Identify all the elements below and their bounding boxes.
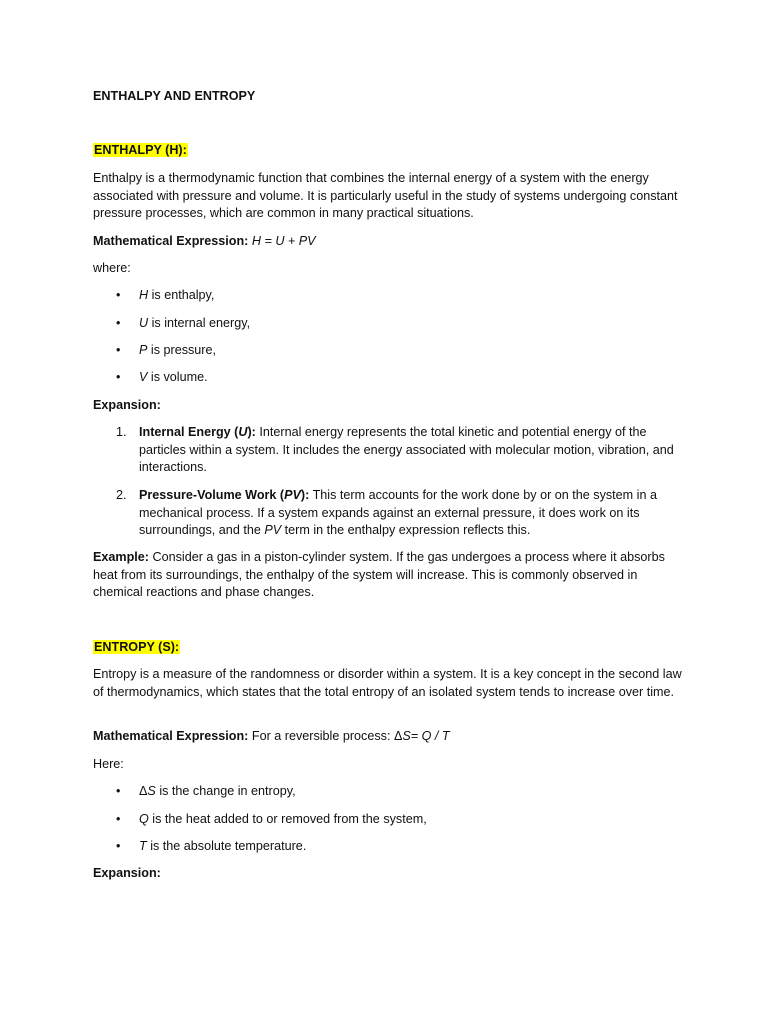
item-text: Pressure-Volume Work (PV): This term accounts for the work done by or on the system in a mechanical process. If a system expands against an external pressure, it does work on its surroundings, and the PV term in the enthalpy expression reflects this. bbox=[139, 488, 657, 538]
enthalpy-math-expression: Mathematical Expression: H = U + PV bbox=[93, 234, 316, 248]
entropy-here-label: Here: bbox=[93, 757, 124, 771]
entropy-math-expression: Mathematical Expression: For a reversible process: ΔS= Q / T bbox=[93, 729, 450, 743]
enthalpy-intro: Enthalpy is a thermodynamic function that combines the internal energy of a system with the energy associated with pressure and volume. It is particularly useful in the study of systems undergoing constant pressure processes, which are common in many practical situations. bbox=[93, 171, 678, 221]
item-number: 1. bbox=[116, 425, 127, 439]
enthalpy-where-label: where: bbox=[93, 261, 131, 275]
document-page: ENTHALPY AND ENTROPY ENTHALPY (H): Enthalpy is a thermodynamic function that combines the internal energy of a system with the energy associated with pressure and volume. It is particularly useful in the study of systems undergoing constant pressure processes, which are common in many practical situations. Mathematical Expression: H = U + PV where: • H is enthalpy, • U is internal energy, • P is pressure, • V is volume. Expansion: 1. Internal Energy (U): Internal energy represents the total kinetic and potential energy of the particles within a system. It includes the energy associated with molecular motion, vibration, and interactions. 2. Pressure-Volume Work (PV): This term accounts for the work done by or on the system in a mechanical process. If a system expands against an external pressure, it does work on its surroundings, and the PV term in the enthalpy expression reflects this. Example: Consider a gas in a piston-cylinder system. If the gas undergoes a process where it absorbs heat from its surroundings, the enthalpy of the system will increase. This is commonly observed in chemical reactions and phase changes. ENTROPY (S): Entropy is a measure of the randomness or disorder within a system. It is a key concept in the second law of thermodynamics, which states that the total entropy of an isolated system tends to increase over time. Mathematical Expression: For a reversible process: ΔS= Q / T Here: • ΔS is the change in entropy, • Q is the heat added to or removed from the system, • T is the absolute temperature. Expansion: bbox=[0, 0, 768, 1024]
bullet: • bbox=[116, 370, 121, 384]
entropy-intro: Entropy is a measure of the randomness or disorder within a system. It is a key concept in the second law of thermodynamics, which states that the total entropy of an isolated system tends to increase over time. bbox=[93, 667, 682, 699]
bullet: • bbox=[116, 288, 121, 302]
bullet: • bbox=[116, 839, 121, 853]
item-number: 2. bbox=[116, 488, 127, 502]
enthalpy-example: Example: Consider a gas in a piston-cylinder system. If the gas undergoes a process where it absorbs heat from its surroundings, the enthalpy of the system will increase. This is commonly observed in chemical reactions and phase changes. bbox=[93, 550, 665, 600]
bullet: • bbox=[116, 316, 121, 330]
enthalpy-heading: ENTHALPY (H): bbox=[94, 143, 187, 157]
entropy-expansion-label: Expansion: bbox=[93, 866, 161, 880]
document-title: ENTHALPY AND ENTROPY bbox=[93, 89, 256, 103]
enthalpy-expansion-label: Expansion: bbox=[93, 398, 161, 412]
bullet: • bbox=[116, 343, 121, 357]
entropy-heading: ENTROPY (S): bbox=[94, 640, 180, 654]
bullet: • bbox=[116, 812, 121, 826]
item-text: Internal Energy (U): Internal energy represents the total kinetic and potential energy of the particles within a system. It includes the energy associated with molecular motion, vibration, and interactions. bbox=[139, 425, 674, 475]
bullet: • bbox=[116, 784, 121, 798]
